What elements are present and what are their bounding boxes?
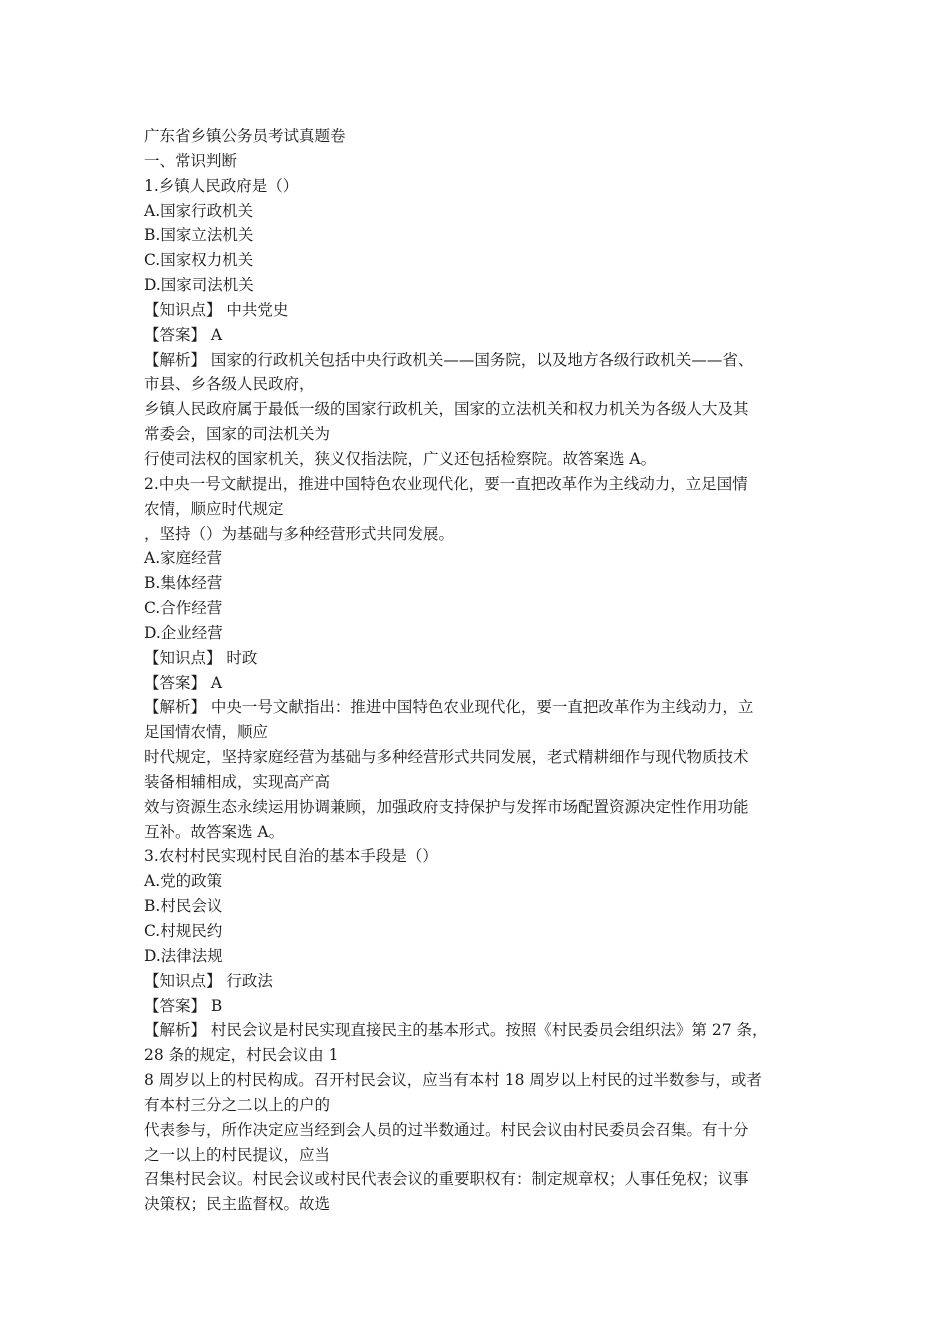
- question-1-analysis-line: 行使司法权的国家机关，狭义仅指法院，广义还包括检察院。故答案选 A。: [144, 449, 657, 468]
- question-2-option-d: D.企业经营: [144, 623, 223, 642]
- question-1-knowledge: 【知识点】 中共党史: [144, 300, 289, 319]
- document-title: 广东省乡镇公务员考试真题卷: [144, 127, 346, 145]
- question-2-analysis-line: 互补。故答案选 A。: [144, 822, 285, 841]
- question-3-analysis-line: 之一以上的村民提议，应当: [144, 1145, 331, 1164]
- question-2-stem: 农情，顺应时代规定: [144, 499, 284, 518]
- question-2-stem: 2.中央一号文献提出，推进中国特色农业现代化，要一直把改革作为主线动力，立足国情: [144, 474, 748, 493]
- question-2-analysis-line: 装备相辅相成，实现高产高: [144, 772, 331, 791]
- question-2-analysis-line: 【解析】 中央一号文献指出：推进中国特色农业现代化，要一直把改革作为主线动力，立: [144, 698, 754, 717]
- question-1-stem: 1.乡镇人民政府是（）: [144, 176, 299, 195]
- question-3-stem: 3.农村村民实现村民自治的基本手段是（）: [144, 847, 438, 866]
- question-1-analysis-line: 【解析】 国家的行政机关包括中央行政机关——国务院，以及地方各级行政机关——省、: [144, 350, 754, 369]
- question-2-option-a: A.家庭经营: [144, 549, 223, 568]
- question-2-option-b: B.集体经营: [144, 574, 223, 593]
- question-2-knowledge: 【知识点】 时政: [144, 648, 258, 667]
- question-3-analysis-line: 8 周岁以上的村民构成。召开村民会议，应当有本村 18 周岁以上村民的过半数参与，或者: [144, 1071, 762, 1090]
- question-1-answer: 【答案】 A: [144, 325, 223, 344]
- question-3-knowledge: 【知识点】 行政法: [144, 971, 273, 990]
- question-3-analysis-line: 【解析】 村民会议是村民实现直接民主的基本形式。按照《村民委员会组织法》第 27 条，: [144, 1021, 768, 1040]
- question-3-option-b: B.村民会议: [144, 897, 223, 916]
- question-3-option-c: C.村规民约: [144, 922, 223, 940]
- question-1-option-a: A.国家行政机关: [144, 201, 254, 220]
- question-3-option-d: D.法律法规: [144, 946, 223, 965]
- question-3-answer: 【答案】 B: [144, 996, 223, 1015]
- question-3-analysis-line: 决策权；民主监督权。故选: [144, 1195, 331, 1214]
- question-2-analysis-line: 效与资源生态永续运用协调兼顾，加强政府支持保护与发挥市场配置资源决定性作用功能: [144, 797, 749, 816]
- question-3-analysis-line: 召集村民会议。村民会议或村民代表会议的重要职权有：制定规章权；人事任免权；议事: [144, 1170, 749, 1189]
- question-2-answer: 【答案】 A: [144, 673, 223, 692]
- question-2-analysis-line: 时代规定，坚持家庭经营为基础与多种经营形式共同发展，老式精耕细作与现代物质技术: [144, 748, 749, 767]
- question-1-analysis-line: 乡镇人民政府属于最低一级的国家行政机关，国家的立法机关和权力机关为各级人大及其: [144, 400, 749, 419]
- question-1-analysis-line: 市县、乡各级人民政府，: [144, 375, 315, 394]
- document-body: [144, 124, 814, 1217]
- question-1-option-b: B.国家立法机关: [144, 226, 254, 245]
- section-heading: 一、常识判断: [144, 151, 238, 170]
- question-1-option-c: C.国家权力机关: [144, 251, 254, 270]
- question-3-analysis-line: 代表参与，所作决定应当经到会人员的过半数通过。村民会议由村民委员会召集。有十分: [144, 1120, 749, 1139]
- question-1-analysis-line: 常委会，国家的司法机关为: [144, 425, 331, 444]
- question-3-option-a: A.党的政策: [144, 872, 223, 891]
- question-1-option-d: D.国家司法机关: [144, 276, 254, 295]
- question-2-stem: ，坚持（）为基础与多种经营形式共同发展。: [144, 524, 455, 543]
- question-3-analysis-line: 有本村三分之二以上的户的: [144, 1095, 331, 1114]
- question-2-analysis-line: 足国情农情，顺应: [144, 723, 269, 742]
- question-3-analysis-line: 28 条的规定，村民会议由 1: [144, 1046, 339, 1065]
- question-2-option-c: C.合作经营: [144, 599, 223, 618]
